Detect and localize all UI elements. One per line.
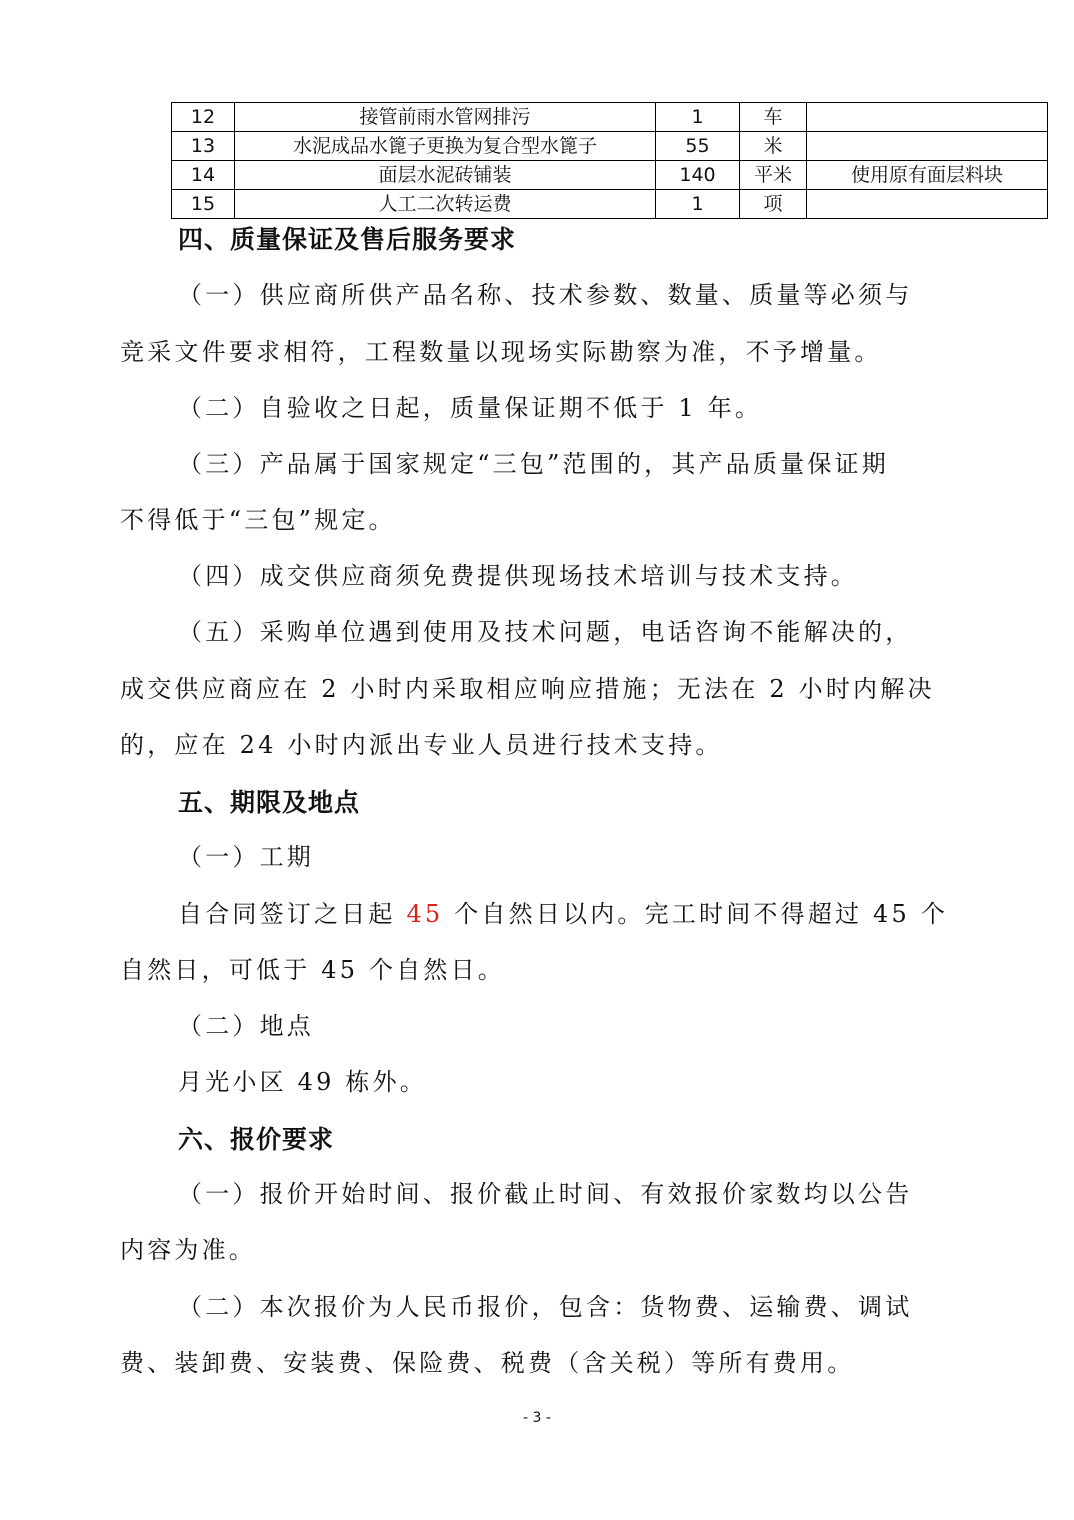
row-number: 12 — [172, 103, 235, 132]
item-name: 水泥成品水篦子更换为复合型水篦子 — [235, 132, 656, 161]
item-note — [807, 190, 1048, 219]
item-name: 面层水泥砖铺装 — [235, 161, 656, 190]
item-name: 接管前雨水管网排污 — [235, 103, 656, 132]
row-number: 15 — [172, 190, 235, 219]
paragraph-line: 自然日，可低于 45 个自然日。 — [120, 956, 505, 984]
paragraph-line: 不得低于“三包”规定。 — [120, 506, 396, 534]
paragraph-line: 费、装卸费、安装费、保险费、税费（含关税）等所有费用。 — [120, 1349, 855, 1377]
row-number: 13 — [172, 132, 235, 161]
item-quantity: 1 — [656, 103, 740, 132]
paragraph-line: 竞采文件要求相符，工程数量以现场实际勘察为准，不予增量。 — [120, 338, 882, 366]
paragraph-line: （二）本次报价为人民币报价，包含：货物费、运输费、调试 — [178, 1293, 913, 1321]
table-row — [172, 161, 1048, 190]
items-table-body — [172, 103, 1048, 219]
item-quantity: 55 — [656, 132, 740, 161]
section-heading-quote: 六、报价要求 — [178, 1125, 335, 1154]
item-note — [807, 132, 1048, 161]
item-unit: 车 — [740, 103, 807, 132]
item-unit: 项 — [740, 190, 807, 219]
item-quantity: 1 — [656, 190, 740, 219]
paragraph-line: （四）成交供应商须免费提供现场技术培训与技术支持。 — [178, 562, 858, 590]
subheading-period: （一）工期 — [178, 843, 314, 871]
period-text-start: 自合同签订之日起 — [178, 900, 407, 928]
table-row — [172, 190, 1048, 219]
item-name: 人工二次转运费 — [235, 190, 656, 219]
section-heading-quality: 四、质量保证及售后服务要求 — [178, 225, 517, 254]
paragraph-line: 月光小区 49 栋外。 — [178, 1068, 427, 1096]
subheading-location: （二）地点 — [178, 1012, 314, 1040]
table-row — [172, 103, 1048, 132]
period-text-end: 个自然日以内。完工时间不得超过 45 个 — [443, 900, 949, 928]
section-heading-period: 五、期限及地点 — [178, 788, 361, 817]
item-note — [807, 103, 1048, 132]
page-number: - 3 - — [523, 1410, 551, 1426]
paragraph-line: （一）供应商所供产品名称、技术参数、数量、质量等必须与 — [178, 281, 913, 309]
paragraph-line: （一）报价开始时间、报价截止时间、有效报价家数均以公告 — [178, 1180, 913, 1208]
item-unit: 平米 — [740, 161, 807, 190]
paragraph-line: （三）产品属于国家规定“三包”范围的，其产品质量保证期 — [178, 450, 889, 478]
paragraph-line: 的，应在 24 小时内派出专业人员进行技术支持。 — [120, 731, 723, 759]
row-number: 14 — [172, 161, 235, 190]
item-unit: 米 — [740, 132, 807, 161]
item-quantity: 140 — [656, 161, 740, 190]
paragraph-line: （五）采购单位遇到使用及技术问题，电话咨询不能解决的， — [178, 618, 913, 646]
table-row — [172, 132, 1048, 161]
paragraph-line — [178, 886, 978, 943]
items-table — [171, 102, 1048, 219]
paragraph-line: 成交供应商应在 2 小时内采取相应响应措施；无法在 2 小时内解决 — [120, 675, 935, 703]
paragraph-line: （二）自验收之日起，质量保证期不低于 1 年。 — [178, 394, 763, 422]
paragraph-line: 内容为准。 — [120, 1236, 256, 1264]
period-days-highlight: 45 — [406, 900, 444, 928]
item-note: 使用原有面层料块 — [807, 161, 1048, 190]
